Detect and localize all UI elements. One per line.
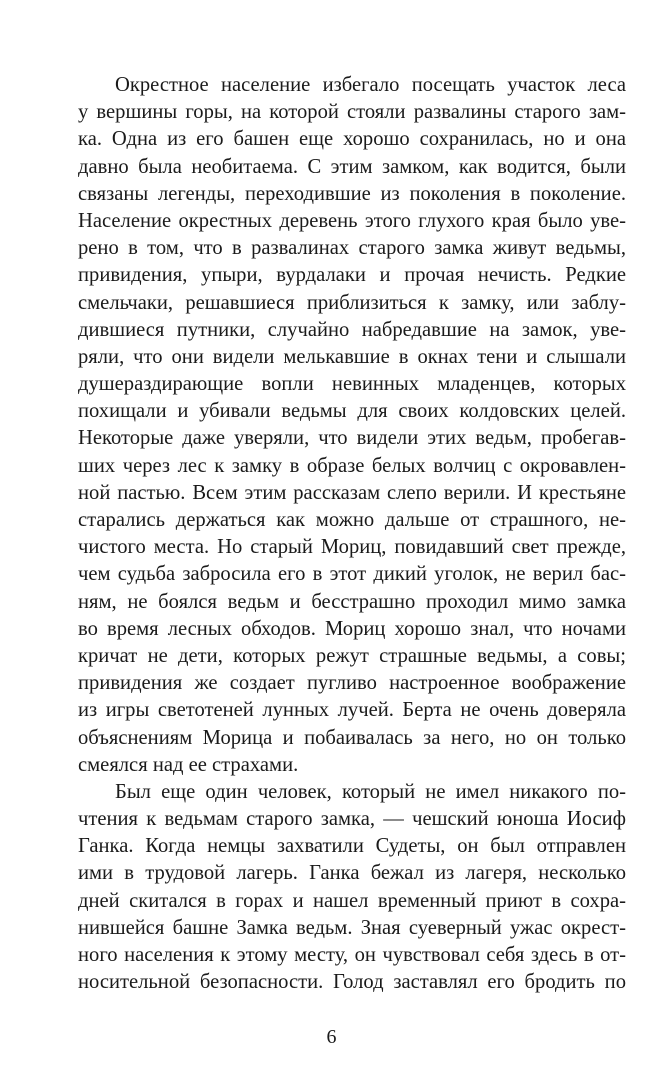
text-line: Ганка. Когда немцы захватили Судеты, он был отправлен (78, 835, 626, 858)
text-line: кричат не дети, которых режут страшные ведьмы, а совы; (78, 644, 626, 667)
text-line: носительной безопасности. Голод заставлял его бродить по (78, 971, 626, 994)
text-line: дившиеся путники, случайно набредавшие на замок, уве- (78, 318, 626, 341)
paragraph (78, 72, 626, 779)
text-line: ряли, что они видели мелькавшие в окнах тени и слышали (78, 345, 626, 368)
text-line: Был еще один человек, который не имел никакого по- (115, 780, 626, 803)
text-line: дней скитался в горах и нашел временный приют в сохра- (78, 889, 626, 912)
text-line: из игры светотеней лунных лучей. Берта не очень доверяла (78, 699, 626, 722)
text-line: объяснениям Морица и побаивалась за него, но он только (78, 726, 626, 749)
text-line: привидения же создает пугливо настроенное воображение (78, 672, 626, 695)
text-line: ших через лес к замку в образе белых волчиц с окровавлен- (78, 454, 626, 477)
text-line: Население окрестных деревень этого глухого края было уве- (78, 209, 626, 232)
text-line: во время лесных обходов. Мориц хорошо знал, что ночами (78, 617, 626, 640)
text-line: старались держаться как можно дальше от страшного, не- (78, 509, 626, 531)
paragraph (78, 779, 626, 997)
text-line: давно была необитаема. С этим замком, как водится, были (78, 155, 626, 178)
text-line: ка. Одна из его башен еще хорошо сохранилась, но и она (78, 128, 626, 151)
text-line: Окрестное население избегало посещать участок леса (115, 74, 626, 96)
text-line: чтения к ведьмам старого замка, — чешский юноша Иосиф (78, 808, 626, 831)
text-line: ного населения к этому месту, он чувствовал себя здесь в от- (78, 944, 626, 966)
text-line: похищали и убивали ведьмы для своих колдовских целей. (78, 400, 626, 423)
text-line: нившейся башне Замка ведьм. Зная суеверный ужас окрест- (78, 916, 626, 939)
text-line: ням, не боялся ведьм и бесстрашно проходил мимо замка (78, 590, 626, 613)
text-line: Некоторые даже уверяли, что видели этих ведьм, пробегав- (78, 427, 626, 450)
text-line: чистого места. Но старый Мориц, повидавший свет прежде, (78, 536, 626, 559)
text-line: ими в трудовой лагерь. Ганка бежал из лагеря, несколько (78, 862, 626, 885)
text-line: у вершины горы, на которой стояли развалины старого зам- (78, 101, 626, 124)
text-line: чем судьба забросила его в этот дикий уголок, не верил бас- (78, 563, 626, 586)
text-line: рено в том, что в развалинах старого замка живут ведьмы, (78, 237, 626, 260)
text-line: привидения, упыри, вурдалаки и прочая нечисть. Редкие (78, 264, 626, 287)
page-number: 6 (326, 1026, 337, 1048)
text-line: смельчаки, решавшиеся приблизиться к замку, или заблу- (78, 291, 626, 314)
page-body (78, 72, 626, 996)
text-line: душераздирающие вопли невинных младенцев, которых (78, 373, 626, 396)
text-line: связаны легенды, переходившие из поколения в поколение. (78, 182, 626, 205)
text-line: ной пастью. Всем этим рассказам слепо верили. И крестьяне (78, 481, 626, 504)
text-line: смеялся над ее страхами. (78, 753, 299, 776)
